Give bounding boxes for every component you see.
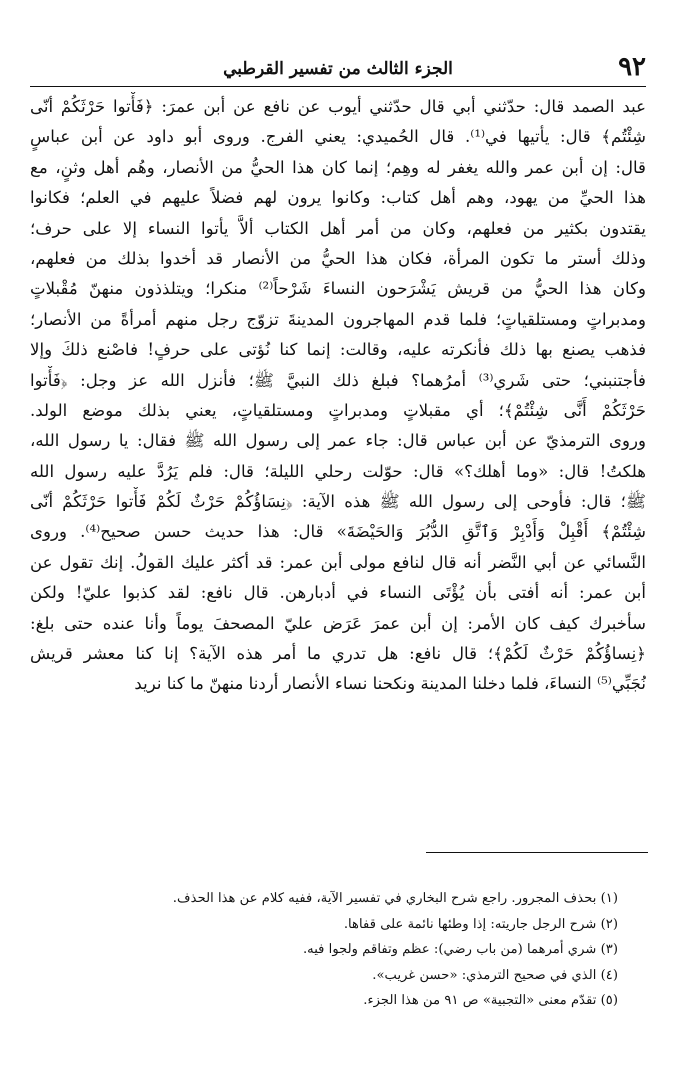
footnote-5: (٥) تقدّم معنى «التجبية» ص ٩١ من هذا الجزء.: [363, 993, 618, 1008]
text-line: النَّسائي عن أبي النَّضر أنه قال لنافع مولى أبن عمر: قد أكثر عليك القولُ. إنك تقول عن: [30, 552, 646, 572]
text-line: فأجتنبني؛ حتى شَري⁽³⁾ أمرُهما؟ فبلغ ذلك النبيَّ ﷺ؛ فأنزل الله عز وجل: ﴿فَأْتوا: [30, 370, 646, 390]
text-line: هلكتُ! قال: «وما أهلك؟» قال: حوّلت رحلي الليلة؛ قال: فلم يَرُدَّ عليه رسول الله: [30, 461, 646, 481]
header-rule: [30, 86, 646, 87]
text-line: شِئْتُمْ﴾ أَقْبِلْ وَأَدْبِرْ وَٱتَّقِ الدُّبُرَ وَالحَيْضَةَ» قال: هذا حديث حسن صحيح⁽⁴⁾. وروى: [30, 522, 646, 542]
footnote-1: (١) بحذف المجرور. راجع شرح البخاري في تفسير الآية، ففيه كلام عن هذا الحذف.: [172, 891, 618, 906]
text-line: يقتدون بكثير من فعلهم، وكان من أمر أهل الكتاب ألاَّ يأتوا النساء إلا على حرف؛: [30, 218, 646, 238]
text-line: عبد الصمد قال: حدّثني أبي قال حدّثني أيوب عن نافع عن أبن عمرَ: ﴿فَأْتوا حَرْثَكُمْ أنّى: [30, 97, 646, 116]
text-line: أبن عمر: أنه أفتى بأن يُؤْتَى النساء في أدبارهن. قال نافع: لقد كذبوا عليّ! ولكن: [30, 583, 646, 603]
text-line: ﷺ؛ قال: فأوحى إلى رسول الله ﷺ هذه الآية: ﴿نِسَاؤُكُمْ حَرْثٌ لَكُمْ فَأْتوا حَرْثَكُمْ أنّى: [30, 492, 646, 512]
main-text: [30, 92, 646, 700]
text-line: ومدبراتٍ ومستلقياتٍ؛ فلما قدم المهاجرون المدينةَ تزوّج رجل منهم أمرأةً من الأنصار؛: [30, 309, 646, 329]
text-line: وروى الترمذيّ عن أبن عباس قال: جاء عمر إلى رسول الله ﷺ فقال: يا رسول الله،: [30, 431, 646, 451]
footnote-3: (٣) شري أمرهما (من باب رضي): عظم وتفاقم ولجوا فيه.: [302, 942, 618, 957]
footnotes: [30, 886, 618, 1014]
running-title: الجزء الثالث من تفسير القرطبي: [223, 59, 453, 79]
footnote-separator: [426, 852, 648, 853]
text-line: نُجَبِّي⁽⁵⁾ النساءَ، فلما دخلنا المدينة ونكحنا نساء الأنصار أردنا منهنّ ما كنا نريد: [134, 674, 646, 694]
text-line: شِئْتُم﴾ قال: يأتيها في⁽¹⁾. قال الحُميدي: يعني الفرج. وروى أبو داود عن أبن عباسٍ: [30, 127, 646, 147]
page-number: ٩٢: [618, 52, 646, 82]
text-line: سأخبرك كيف كان الأمر: إن أبن عمرَ عَرَض عليّ المصحفَ يوماً وأنا عنده حتى بلغ:: [30, 613, 646, 633]
footnote-4: (٤) الذي في صحيح الترمذي: «حسن غريب».: [372, 967, 618, 983]
text-line: هذا الحيِّ من يهود، وهم أهل كتاب: وكانوا يرون لهم فضلاً عليهم في العلم؛ فكانوا: [30, 188, 646, 208]
page-header: [30, 52, 646, 92]
footnote-2: (٢) شرح الرجل جاريته: إذا وطئها نائمة على قفاها.: [343, 916, 618, 932]
text-line: وكان هذا الحيُّ من قريش يَشْرَحون النساءَ شَرْحاً⁽²⁾ منكرا؛ ويتلذذون منهنّ مُقْبلاتٍ: [30, 279, 646, 299]
text-line: حَرْثَكُمْ أَنَّى شِئْتُمْ﴾؛ أي مقبلاتٍ ومدبراتٍ ومستلقياتٍ، يعني بذلك موضع الولد.: [30, 400, 646, 420]
text-line: ﴿نِساؤُكُمْ حَرْثٌ لَكُمْ﴾؛ قال نافع: هل تدري ما أمر هذه الآية؟ إنا كنا معشر قريش: [30, 644, 646, 664]
text-line: فذهب يصنع بها ذلك فأنكرته عليه، وقالت: إنما كنا نُؤتى على حرفٍ! فاصْنع ذلكَ وإلا: [30, 340, 646, 360]
text-line: وذلك أستر ما تكون المرأة، فكان هذا الحيُّ من الأنصار قد أخدوا بذلك من فعلهم،: [30, 248, 646, 268]
text-line: قال: إن أبن عمر والله يغفر له وهِم؛ إنما كان هذا الحيُّ من الأنصار، وهُم أهل وثنٍ، مع: [30, 157, 646, 177]
